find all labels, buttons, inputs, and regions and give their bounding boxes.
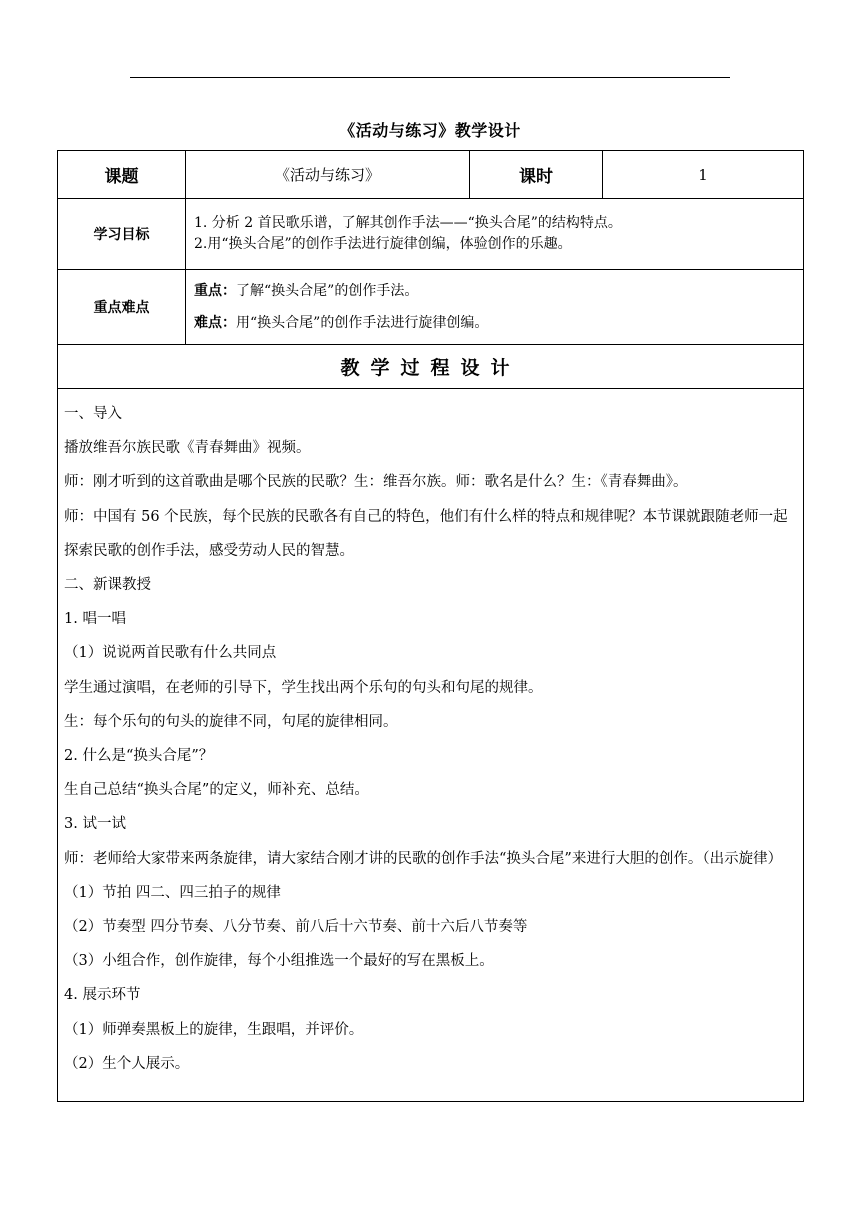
process-line: 2. 什么是“换头合尾”？ xyxy=(64,748,214,765)
process-line: 师：刚才听到的这首歌曲是哪个民族的民歌？生：维吾尔族。师：歌名是什么？生：《青春舞曲》。 xyxy=(64,474,688,491)
process-line: （1）节拍 四二、四三拍子的规律 xyxy=(64,884,281,901)
lesson-label: 课题 xyxy=(58,151,186,199)
document-title: 《活动与练习》教学设计 xyxy=(339,121,521,140)
objectives-row xyxy=(58,199,804,270)
period-label: 课时 xyxy=(470,151,603,199)
process-line: 生自己总结“换头合尾”的定义，师补充、总结。 xyxy=(64,782,369,799)
process-line: （1）说说两首民歌有什么共同点 xyxy=(64,645,277,662)
process-content xyxy=(58,389,804,1102)
process-heading: 教学过程设计 xyxy=(58,345,804,389)
header-rule xyxy=(130,77,730,78)
key-points-label: 重点难点 xyxy=(58,270,186,345)
focus-line xyxy=(194,275,795,307)
focus-text: 了解“换头合尾”的创作手法。 xyxy=(236,283,419,299)
process-line: （3）小组合作，创作旋律，每个小组推选一个最好的写在黑板上。 xyxy=(64,953,494,970)
process-line: 二、新课教授 xyxy=(64,577,151,594)
process-line: 师：中国有 56 个民族，每个民族的民歌各有自己的特色，他们有什么样的特点和规律呢？本节课就跟随老师一起探索民歌的创作手法，感受劳动人民的智慧。 xyxy=(64,508,788,559)
period-value: 1 xyxy=(603,151,804,199)
objectives-content xyxy=(186,199,804,270)
objective-item: 2.用“换头合尾”的创作手法进行旋律创编，体验创作的乐趣。 xyxy=(194,236,572,252)
difficulty-line xyxy=(194,307,795,339)
lesson-value: 《活动与练习》 xyxy=(186,151,470,199)
lesson-plan-table xyxy=(57,150,803,1102)
process-line: （1）师弹奏黑板上的旋律，生跟唱，并评价。 xyxy=(64,1021,364,1038)
objectives-label: 学习目标 xyxy=(58,199,186,270)
process-row xyxy=(58,389,804,1102)
process-heading-row xyxy=(58,345,804,389)
header-row xyxy=(58,151,804,199)
focus-label: 重点： xyxy=(194,283,236,299)
difficulty-text: 用“换头合尾”的创作手法进行旋律创编。 xyxy=(236,315,489,331)
process-line: 播放维吾尔族民歌《青春舞曲》视频。 xyxy=(64,440,311,457)
process-line: 生：每个乐句的句头的旋律不同，句尾的旋律相同。 xyxy=(64,713,398,730)
process-line: （2）节奏型 四分节奏、八分节奏、前八后十六节奏、前十六后八节奏等 xyxy=(64,919,528,936)
objective-item: 1. 分析 2 首民歌乐谱，了解其创作手法——“换头合尾”的结构特点。 xyxy=(194,215,622,231)
process-line: 一、导入 xyxy=(64,406,122,422)
process-line: 3. 试一试 xyxy=(64,816,126,833)
key-points-content xyxy=(186,270,804,345)
process-line: 师：老师给大家带来两条旋律，请大家结合刚才讲的民歌的创作手法“换头合尾”来进行大胆的创作。（出示旋律） xyxy=(64,850,783,867)
process-line: 学生通过演唱，在老师的引导下，学生找出两个乐句的句头和句尾的规律。 xyxy=(64,679,543,696)
process-line: （2）生个人展示。 xyxy=(64,1055,190,1072)
process-line: 1. 唱一唱 xyxy=(64,611,126,628)
difficulty-label: 难点： xyxy=(194,315,236,331)
process-line: 4. 展示环节 xyxy=(64,987,141,1004)
key-points-row xyxy=(58,270,804,345)
